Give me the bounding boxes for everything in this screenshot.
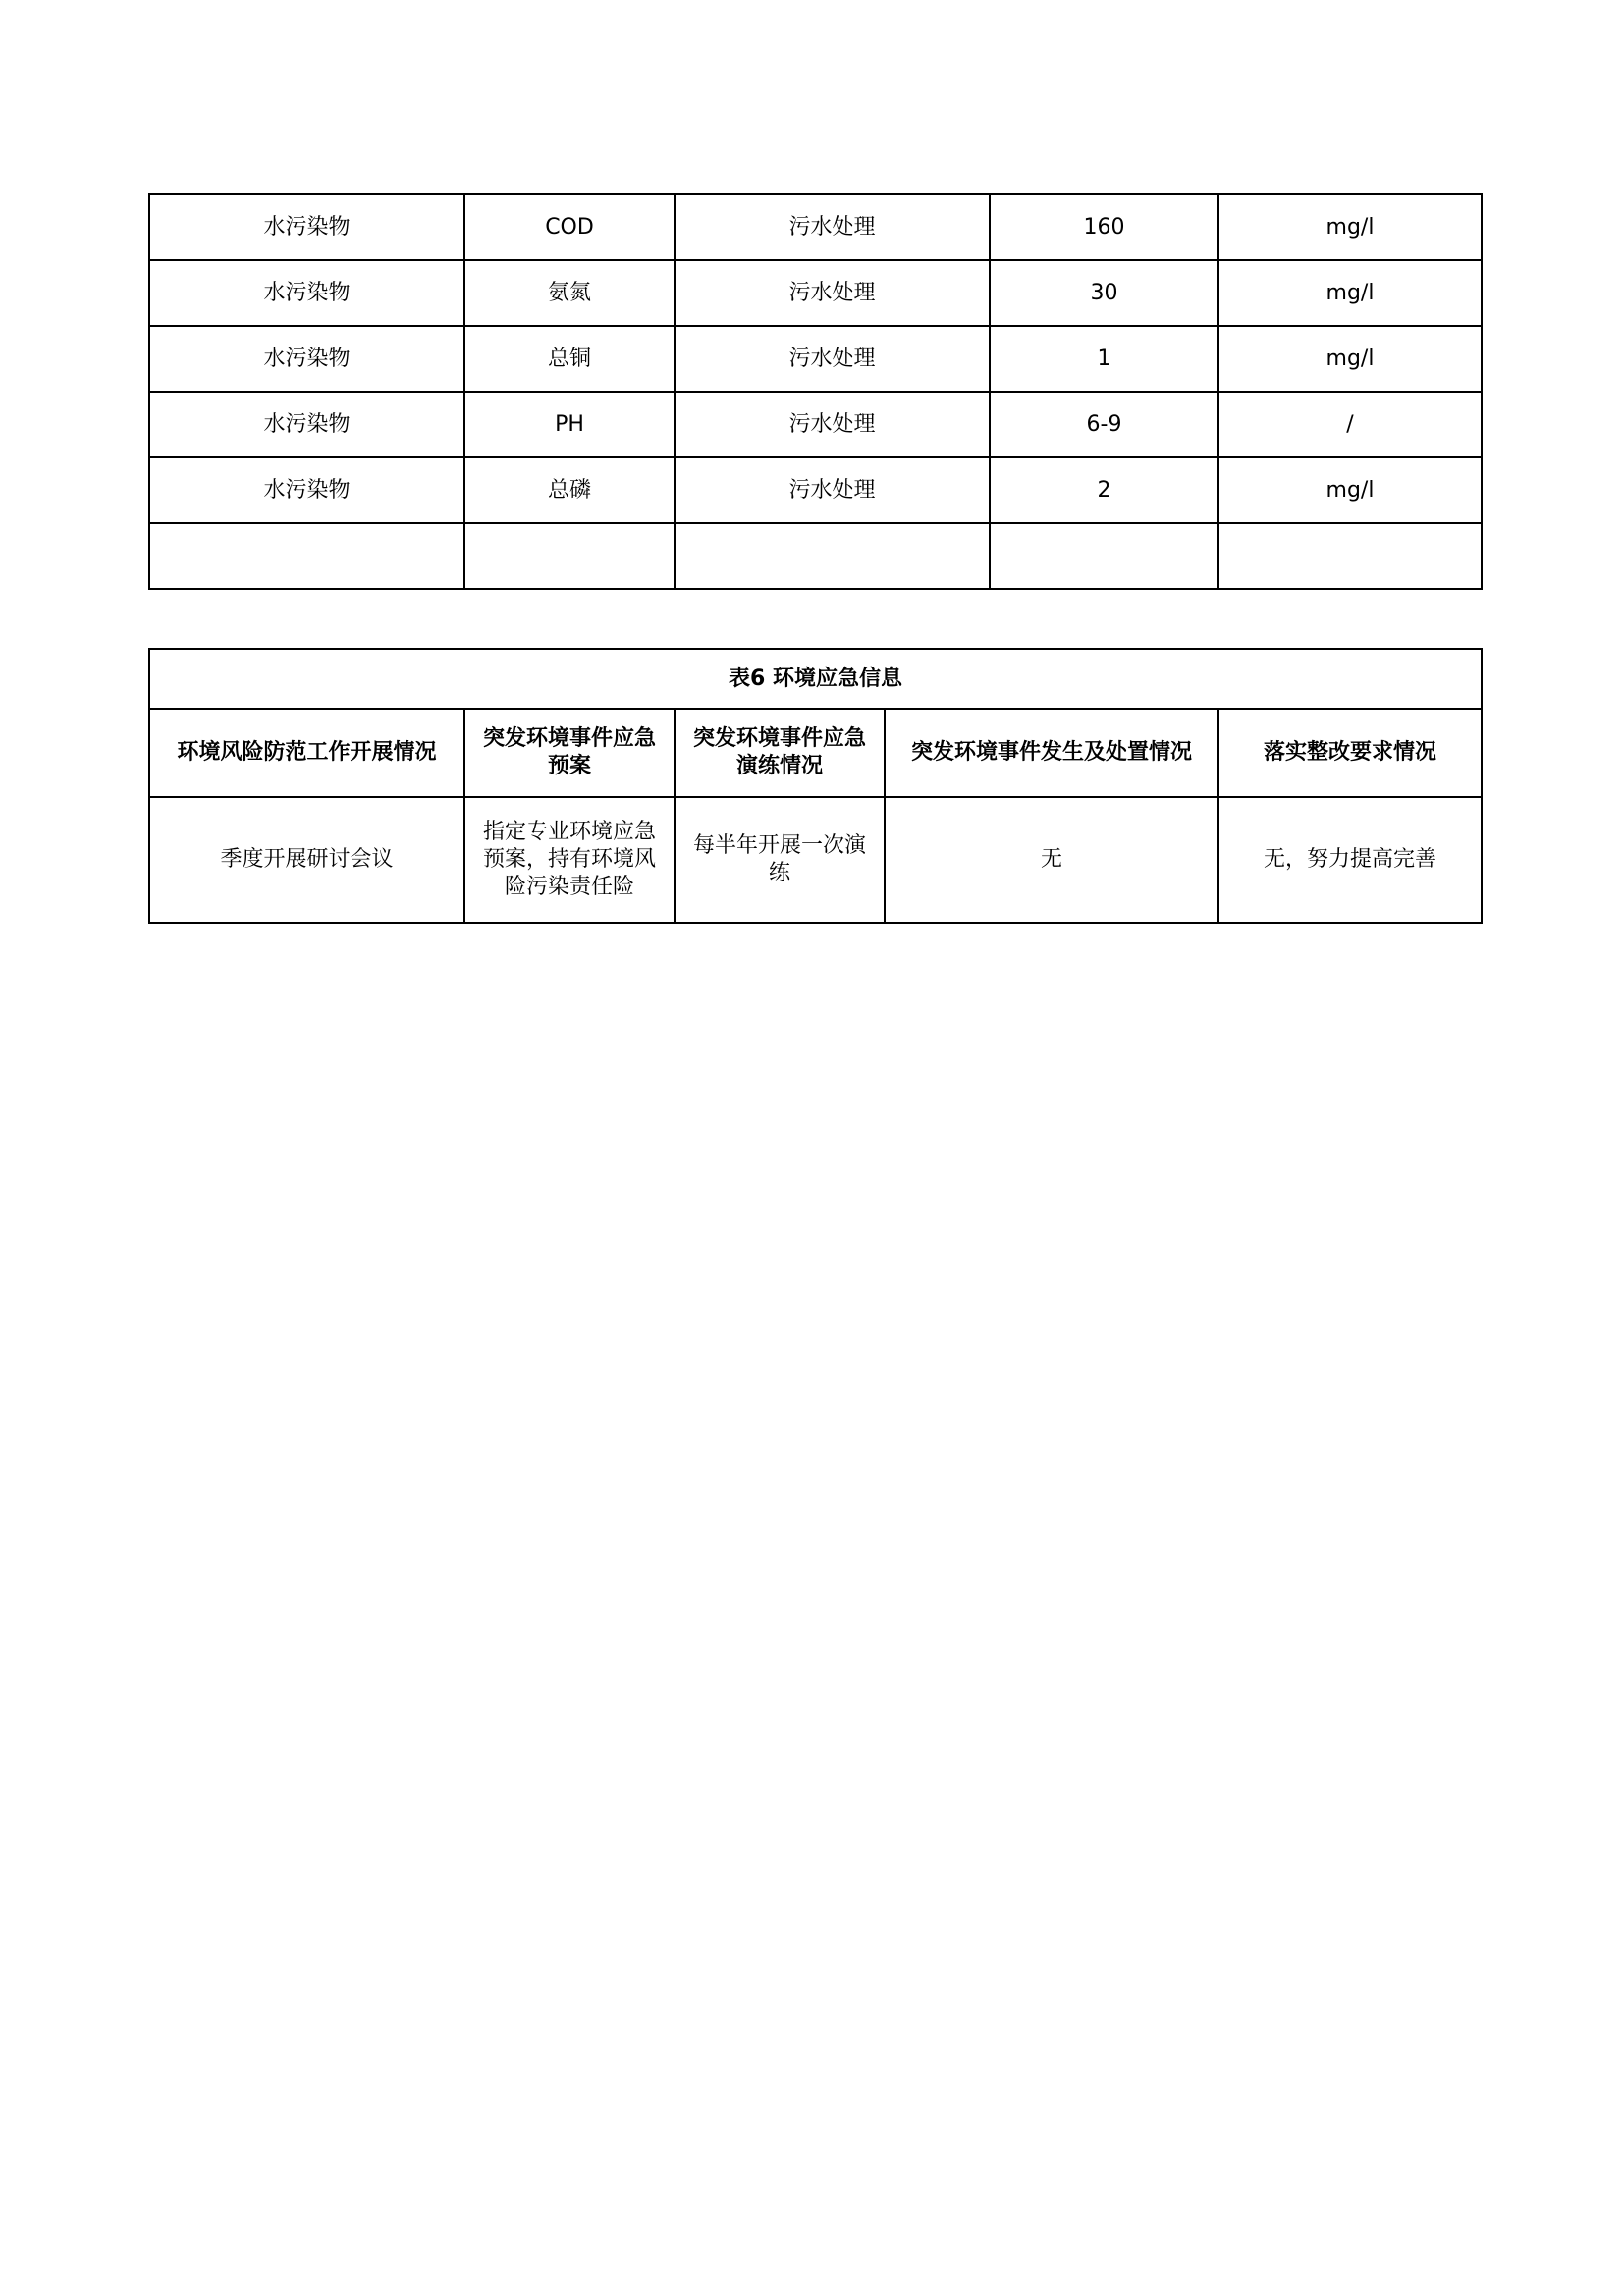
emergency-table-title-row [149,649,1482,709]
cell-treatment [675,523,990,589]
cell-pollutant-name: 氨氮 [464,260,675,326]
header-emergency-plan: 突发环境事件应急预案 [464,709,675,797]
cell-pollutant-type: 水污染物 [149,194,464,260]
pollutant-table-body [149,194,1482,589]
cell-risk-prevention: 季度开展研讨会议 [149,797,464,923]
header-incident-handling: 突发环境事件发生及处置情况 [885,709,1218,797]
cell-limit-value: 6-9 [990,392,1218,457]
cell-emergency-drill: 每半年开展一次演练 [675,797,885,923]
cell-limit-value: 30 [990,260,1218,326]
cell-limit-value: 1 [990,326,1218,392]
cell-limit-value: 2 [990,457,1218,523]
cell-pollutant-type: 水污染物 [149,457,464,523]
cell-unit: mg/l [1218,260,1482,326]
cell-pollutant-type: 水污染物 [149,326,464,392]
table-row [149,194,1482,260]
cell-unit: mg/l [1218,457,1482,523]
table-row [149,392,1482,457]
cell-treatment: 污水处理 [675,260,990,326]
cell-pollutant-name [464,523,675,589]
cell-pollutant-name: COD [464,194,675,260]
cell-treatment: 污水处理 [675,392,990,457]
cell-emergency-plan: 指定专业环境应急预案，持有环境风险污染责任险 [464,797,675,923]
emergency-table-header-row [149,709,1482,797]
cell-unit: mg/l [1218,194,1482,260]
cell-pollutant-name: 总磷 [464,457,675,523]
cell-pollutant-name: 总铜 [464,326,675,392]
cell-treatment: 污水处理 [675,326,990,392]
emergency-table-title: 表6 环境应急信息 [149,649,1482,709]
pollutant-table [148,193,1483,590]
header-emergency-drill: 突发环境事件应急演练情况 [675,709,885,797]
cell-rectification: 无，努力提高完善 [1218,797,1482,923]
table-row [149,326,1482,392]
cell-limit-value [990,523,1218,589]
emergency-table-data-row [149,797,1482,923]
cell-pollutant-type: 水污染物 [149,260,464,326]
cell-incident-handling: 无 [885,797,1218,923]
cell-treatment: 污水处理 [675,194,990,260]
cell-pollutant-type [149,523,464,589]
emergency-table [148,648,1483,924]
header-rectification: 落实整改要求情况 [1218,709,1482,797]
header-risk-prevention: 环境风险防范工作开展情况 [149,709,464,797]
cell-pollutant-type: 水污染物 [149,392,464,457]
table-row [149,457,1482,523]
cell-treatment: 污水处理 [675,457,990,523]
cell-unit: / [1218,392,1482,457]
table-row [149,260,1482,326]
cell-unit: mg/l [1218,326,1482,392]
cell-pollutant-name: PH [464,392,675,457]
table-row [149,523,1482,589]
cell-limit-value: 160 [990,194,1218,260]
cell-unit [1218,523,1482,589]
